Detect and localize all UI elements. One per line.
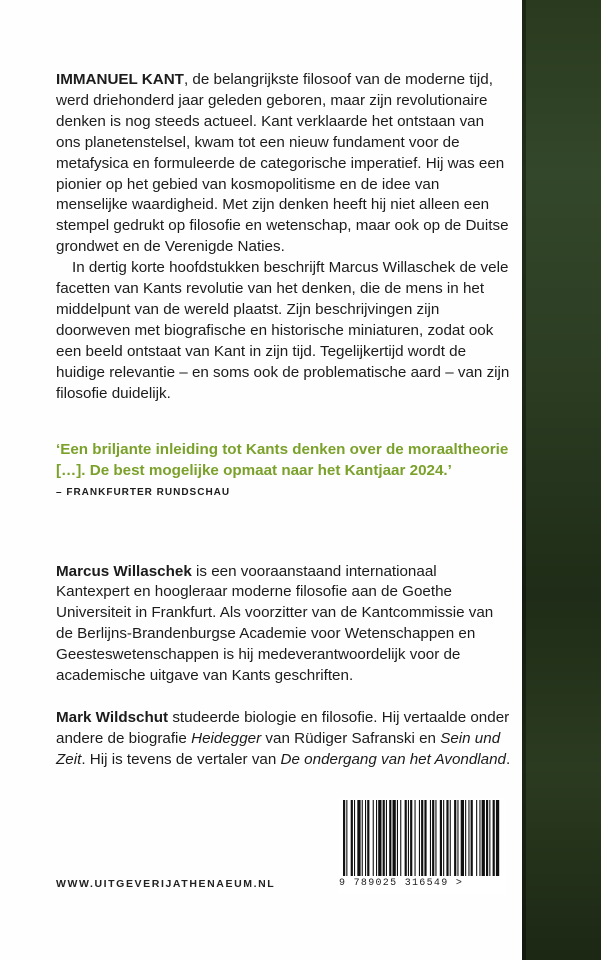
description-paragraph: IMMANUEL KANT, de belangrijkste filosoof van de moderne tijd, werd driehonderd jaar geleden geboren, maar zijn revolutionaire denken is nog steeds actueel. Kant verklaarde het ontstaan van ons planetenstelsel, kwam tot een nieuw fundament voor de metafysica en formuleerde de categorische imperatief. Hij was een pionier op het gebied van kosmopolitisme en de idee van menselijke waardigheid. Met zijn denken heeft hij niet alleen een stempel gedrukt op filosofie en wetenschap, maar ook op de Duitse grondwet en de Verenigde Naties. — [56, 71, 509, 256]
isbn-number: 9 789025 316549 > — [339, 878, 464, 889]
author-name: Marcus Willaschek — [56, 562, 192, 580]
translator-bio: Mark Wildschut studeerde biologie en filosofie. Hij vertaalde onder andere de biografie Heidegger van Rüdiger Safranski en Sein und Zeit. Hij is tevens de vertaler van De ondergang van het Avondland. — [56, 708, 511, 768]
back-cover-text — [56, 70, 512, 771]
book-title: Sein und Zeit — [56, 729, 501, 768]
barcode-bars — [339, 798, 506, 878]
book-title: De ondergang van het Avondland — [280, 750, 507, 768]
review-quote: ‘Een briljante inleiding tot Kants denken over de moraaltheorie […]. De best mogelijke opmaat naar het Kantjaar 2024.’ — [56, 440, 509, 479]
author-bio: Marcus Willaschek is een vooraanstaand internationaal Kantexpert en hoogleraar moderne filosofie aan de Goethe Universiteit in Frankfurt. Als voorzitter van de Kantcommissie van de Berlijns-Brandenburgse Academie voor Wetenschappen en Geesteswetenschappen is hij medeverantwoordelijk voor de academische uitgave van Kants geschriften. — [56, 562, 494, 685]
book-spine — [522, 0, 601, 960]
book-title: Heidegger — [191, 729, 262, 747]
review-source: – FRANKFURTER RUNDSCHAU — [56, 486, 231, 498]
translator-name: Mark Wildschut — [56, 708, 169, 726]
description-paragraph-2: In dertig korte hoofdstukken beschrijft Marcus Willaschek de vele facetten van Kants revolutie van het denken, die de mens in het middelpunt van de wereld plaatst. Zijn beschrijvingen zijn doorweven met biografische en historische miniaturen, zodat ook een beeld ontstaat van Kant in zijn tijd. Tegelijkertijd wordt de huidige relevantie – en soms ook de problematische aard – van zijn filosofie duidelijk. — [56, 259, 510, 402]
barcode — [339, 798, 506, 894]
book-subject: IMMANUEL KANT — [56, 71, 184, 88]
publisher-website: WWW.UITGEVERIJATHENAEUM.NL — [56, 878, 276, 890]
